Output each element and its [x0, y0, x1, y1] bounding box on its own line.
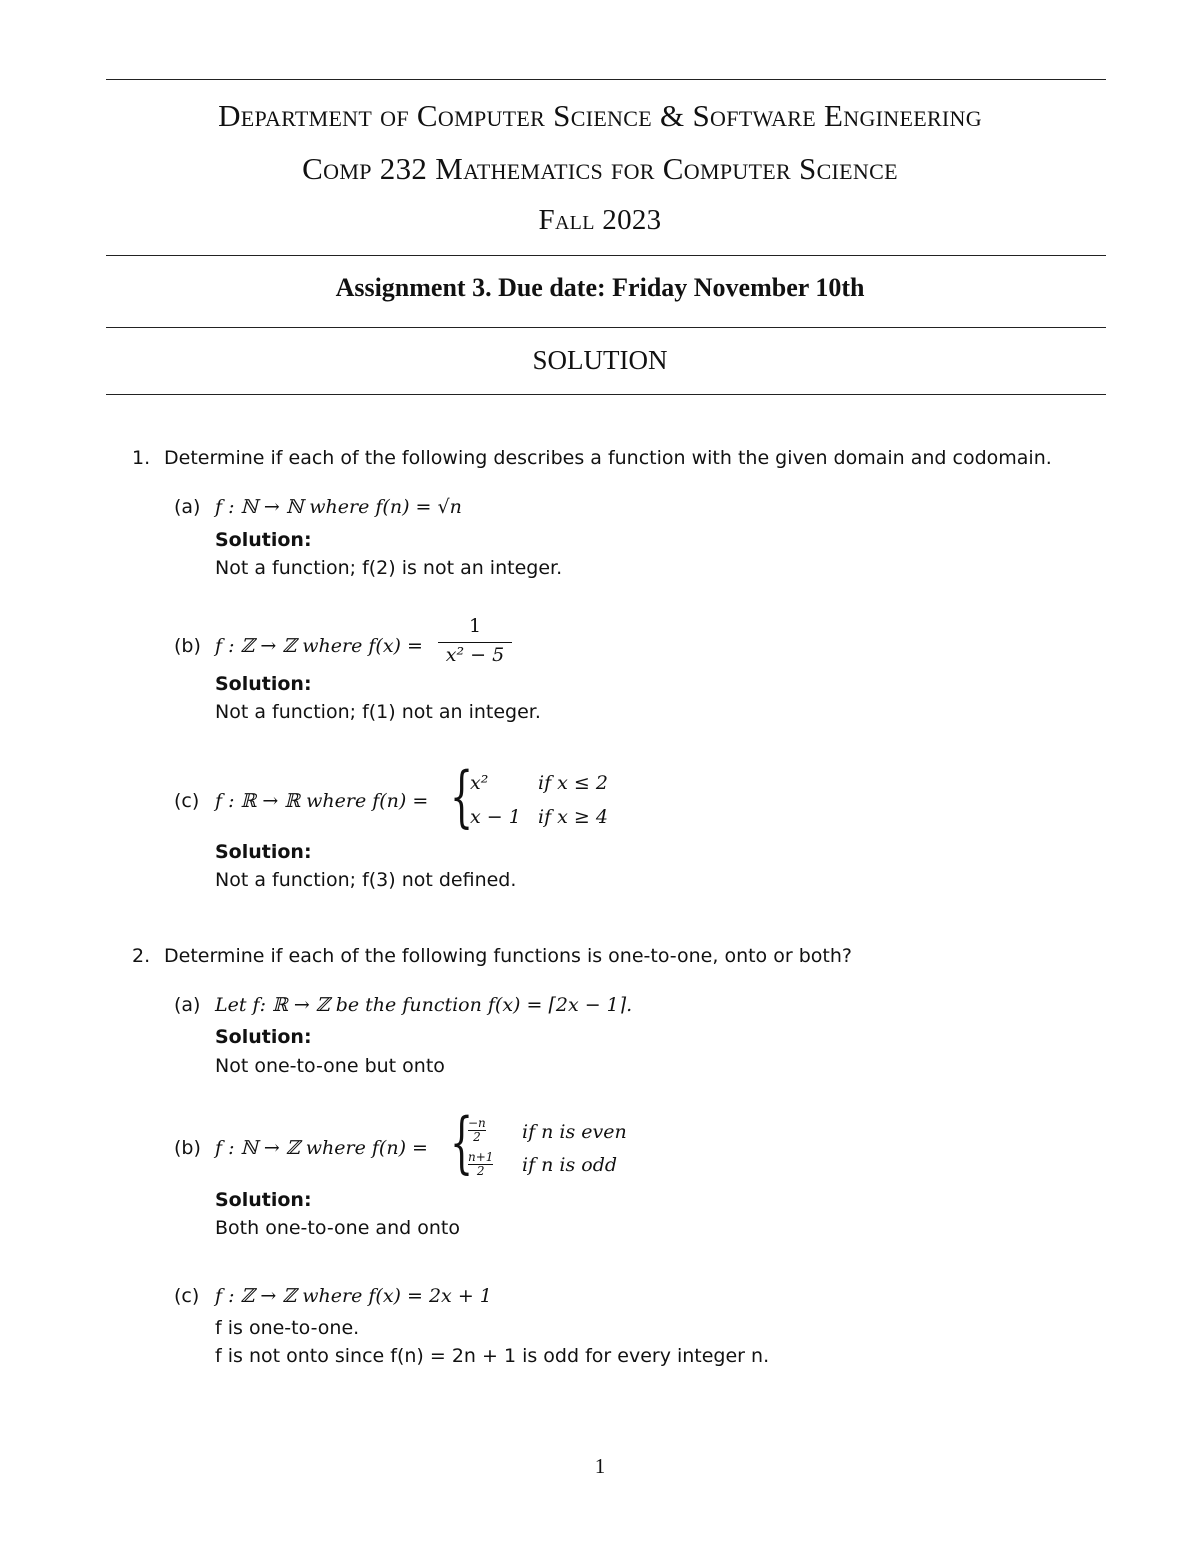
q1b-fraction-numerator: 1	[468, 615, 482, 637]
q2c-label: (c)	[174, 1285, 200, 1307]
question-1-number: 1.	[132, 447, 151, 469]
q1b-solution: Not a function; f(1) not an integer.	[215, 701, 541, 723]
q2a-label: (a)	[174, 994, 201, 1016]
q2c-statement: f : ℤ → ℤ where f(x) = 2x + 1	[215, 1285, 492, 1307]
course-heading: Comp 232 Mathematics for Computer Science	[302, 151, 898, 186]
q1b-label: (b)	[174, 635, 201, 657]
q1c-solution-label: Solution:	[215, 841, 312, 863]
question-1-prompt: Determine if each of the following describes a function with the given domain and codomain.	[164, 447, 1052, 469]
rule-2	[106, 255, 1106, 256]
q2c-line-1: f is one-to-one.	[215, 1317, 360, 1339]
q2a-statement: Let f: ℝ → ℤ be the function f(x) = ⌈2x − 1⌉.	[215, 994, 633, 1016]
q2b-case-1-fraction	[468, 1117, 486, 1144]
q1c-case-2-cond: if x ≥ 4	[538, 806, 608, 828]
q1a-solution: Not a function; f(2) is not an integer.	[215, 557, 563, 579]
q1b-fraction	[438, 614, 512, 667]
q1b-statement: f : ℤ → ℤ where f(x) =	[215, 635, 423, 657]
department-heading: Department of Computer Science & Software Engineering	[218, 98, 982, 133]
q2a-solution-label: Solution:	[215, 1026, 312, 1048]
rule-3	[106, 327, 1106, 328]
question-2-prompt: Determine if each of the following functions is one-to-one, onto or both?	[164, 945, 852, 967]
q2b-case-2-fraction	[468, 1151, 493, 1178]
q2b-case-2-den: 2	[468, 1164, 493, 1178]
q1c-case-1-cond: if x ≤ 2	[538, 772, 608, 794]
q1b-solution-label: Solution:	[215, 673, 312, 695]
q1c-label: (c)	[174, 790, 200, 812]
q1a-statement: f : ℕ → ℕ where f(n) = √n	[215, 496, 462, 518]
q1a-label: (a)	[174, 496, 201, 518]
solution-title: SOLUTION	[532, 345, 668, 375]
q1c-solution: Not a function; f(3) not defined.	[215, 869, 517, 891]
q1a-solution-label: Solution:	[215, 529, 312, 551]
q1b-fraction-denominator: x² − 5	[438, 642, 512, 667]
q2b-case-1-num: −n	[468, 1116, 486, 1130]
q2b-case-2-cond: if n is odd	[522, 1154, 618, 1176]
q2b-solution-label: Solution:	[215, 1189, 312, 1211]
q2b-statement: f : ℕ → ℤ where f(n) =	[215, 1137, 428, 1159]
question-2-number: 2.	[132, 945, 151, 967]
assignment-title: Assignment 3. Due date: Friday November 10th	[335, 273, 865, 302]
page-number: 1	[594, 1454, 606, 1478]
q2a-solution: Not one-to-one but onto	[215, 1055, 445, 1077]
q2b-case-1-den: 2	[468, 1130, 486, 1144]
q2b-brace: {	[450, 1104, 474, 1181]
q1c-case-1-expr: x²	[470, 772, 489, 794]
q1c-brace: {	[450, 758, 474, 835]
q2b-case-2-num: n+1	[468, 1150, 494, 1164]
term-heading: Fall 2023	[538, 204, 662, 236]
rule-4	[106, 394, 1106, 395]
q2c-line-2: f is not onto since f(n) = 2n + 1 is odd for every integer n.	[215, 1345, 770, 1367]
q2b-case-1-cond: if n is even	[522, 1121, 627, 1143]
q1c-case-2-expr: x − 1	[470, 806, 521, 828]
q1c-statement: f : ℝ → ℝ where f(n) =	[215, 790, 429, 812]
top-rule	[106, 79, 1106, 80]
q2b-solution: Both one-to-one and onto	[215, 1217, 460, 1239]
q2b-label: (b)	[174, 1137, 201, 1159]
